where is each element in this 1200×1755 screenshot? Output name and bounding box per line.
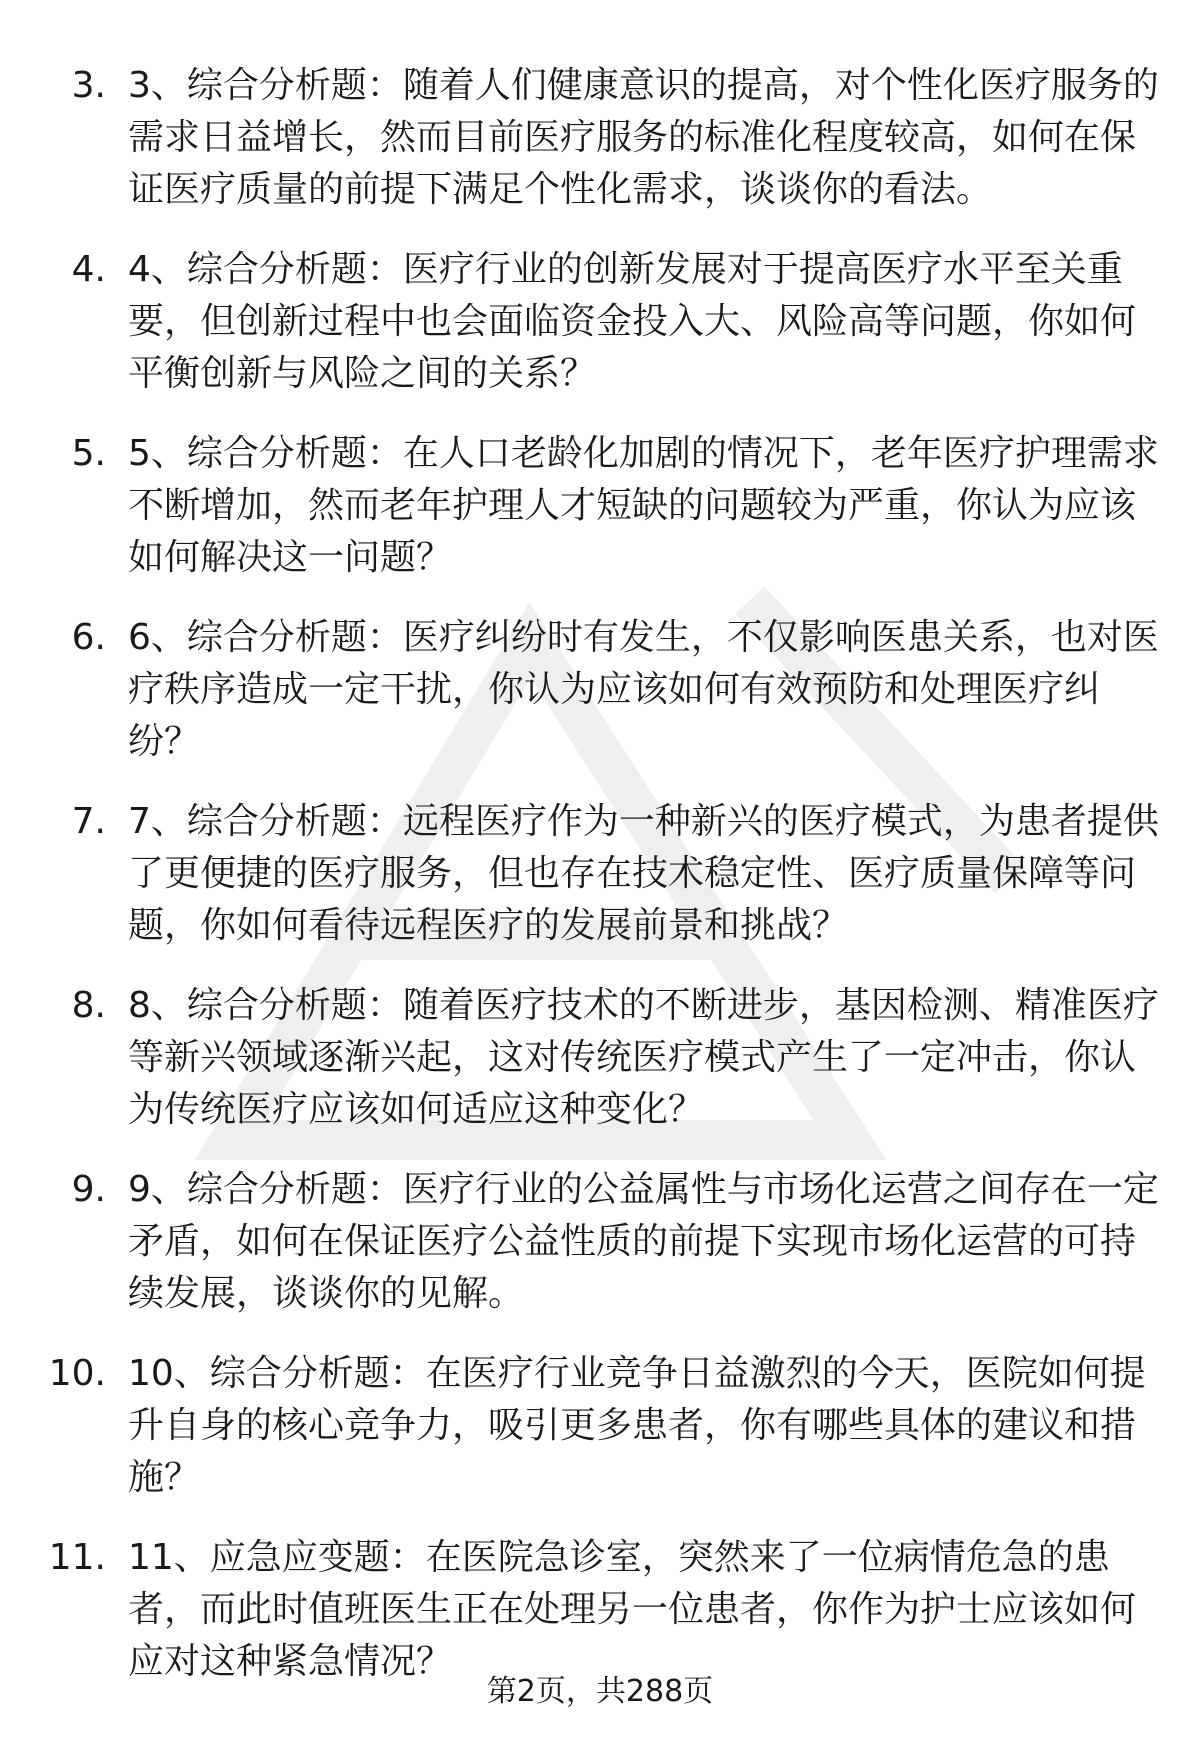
item-number: 8. [71, 985, 106, 1026]
list-item [0, 796, 1200, 952]
item-number: 6. [71, 617, 106, 658]
item-number: 11. [48, 1537, 106, 1578]
list-item [0, 428, 1200, 584]
page-footer: 第2页，共288页 [486, 1674, 714, 1709]
question-list [0, 60, 1200, 1716]
list-item [0, 244, 1200, 400]
item-text: 7、综合分析题：远程医疗作为一种新兴的医疗模式，为患者提供了更便捷的医疗服务，但也存在技术稳定性、医疗质量保障等问题，你如何看待远程医疗的发展前景和挑战？ [128, 801, 1159, 946]
item-number: 9. [71, 1169, 106, 1210]
list-item [0, 612, 1200, 768]
list-item [0, 1164, 1200, 1320]
item-text: 11、应急应变题：在医院急诊室，突然来了一位病情危急的患者，而此时值班医生正在处理另一位患者，你作为护士应该如何应对这种紧急情况？ [128, 1537, 1137, 1682]
item-text: 8、综合分析题：随着医疗技术的不断进步，基因检测、精准医疗等新兴领域逐渐兴起，这对传统医疗模式产生了一定冲击，你认为传统医疗应该如何适应这种变化？ [128, 985, 1159, 1130]
item-text: 6、综合分析题：医疗纠纷时有发生，不仅影响医患关系，也对医疗秩序造成一定干扰，你认为应该如何有效预防和处理医疗纠纷？ [128, 617, 1159, 762]
item-number: 5. [71, 433, 106, 474]
list-item [0, 1348, 1200, 1504]
list-item [0, 1532, 1200, 1688]
item-number: 10. [48, 1353, 106, 1394]
list-item [0, 980, 1200, 1136]
item-text: 10、综合分析题：在医疗行业竞争日益激烈的今天，医院如何提升自身的核心竞争力，吸引更多患者，你有哪些具体的建议和措施？ [128, 1353, 1146, 1498]
item-number: 7. [71, 801, 106, 842]
item-text: 3、综合分析题：随着人们健康意识的提高，对个性化医疗服务的需求日益增长，然而目前医疗服务的标准化程度较高，如何在保证医疗质量的前提下满足个性化需求，谈谈你的看法。 [128, 65, 1159, 210]
item-text: 5、综合分析题：在人口老龄化加剧的情况下，老年医疗护理需求不断增加，然而老年护理人才短缺的问题较为严重，你认为应该如何解决这一问题？ [128, 433, 1159, 578]
item-text: 9、综合分析题：医疗行业的公益属性与市场化运营之间存在一定矛盾，如何在保证医疗公益性质的前提下实现市场化运营的可持续发展，谈谈你的见解。 [128, 1169, 1159, 1314]
item-number: 4. [71, 249, 106, 290]
item-number: 3. [71, 65, 106, 106]
item-text: 4、综合分析题：医疗行业的创新发展对于提高医疗水平至关重要，但创新过程中也会面临资金投入大、风险高等问题，你如何平衡创新与风险之间的关系？ [128, 249, 1137, 394]
list-item [0, 60, 1200, 216]
